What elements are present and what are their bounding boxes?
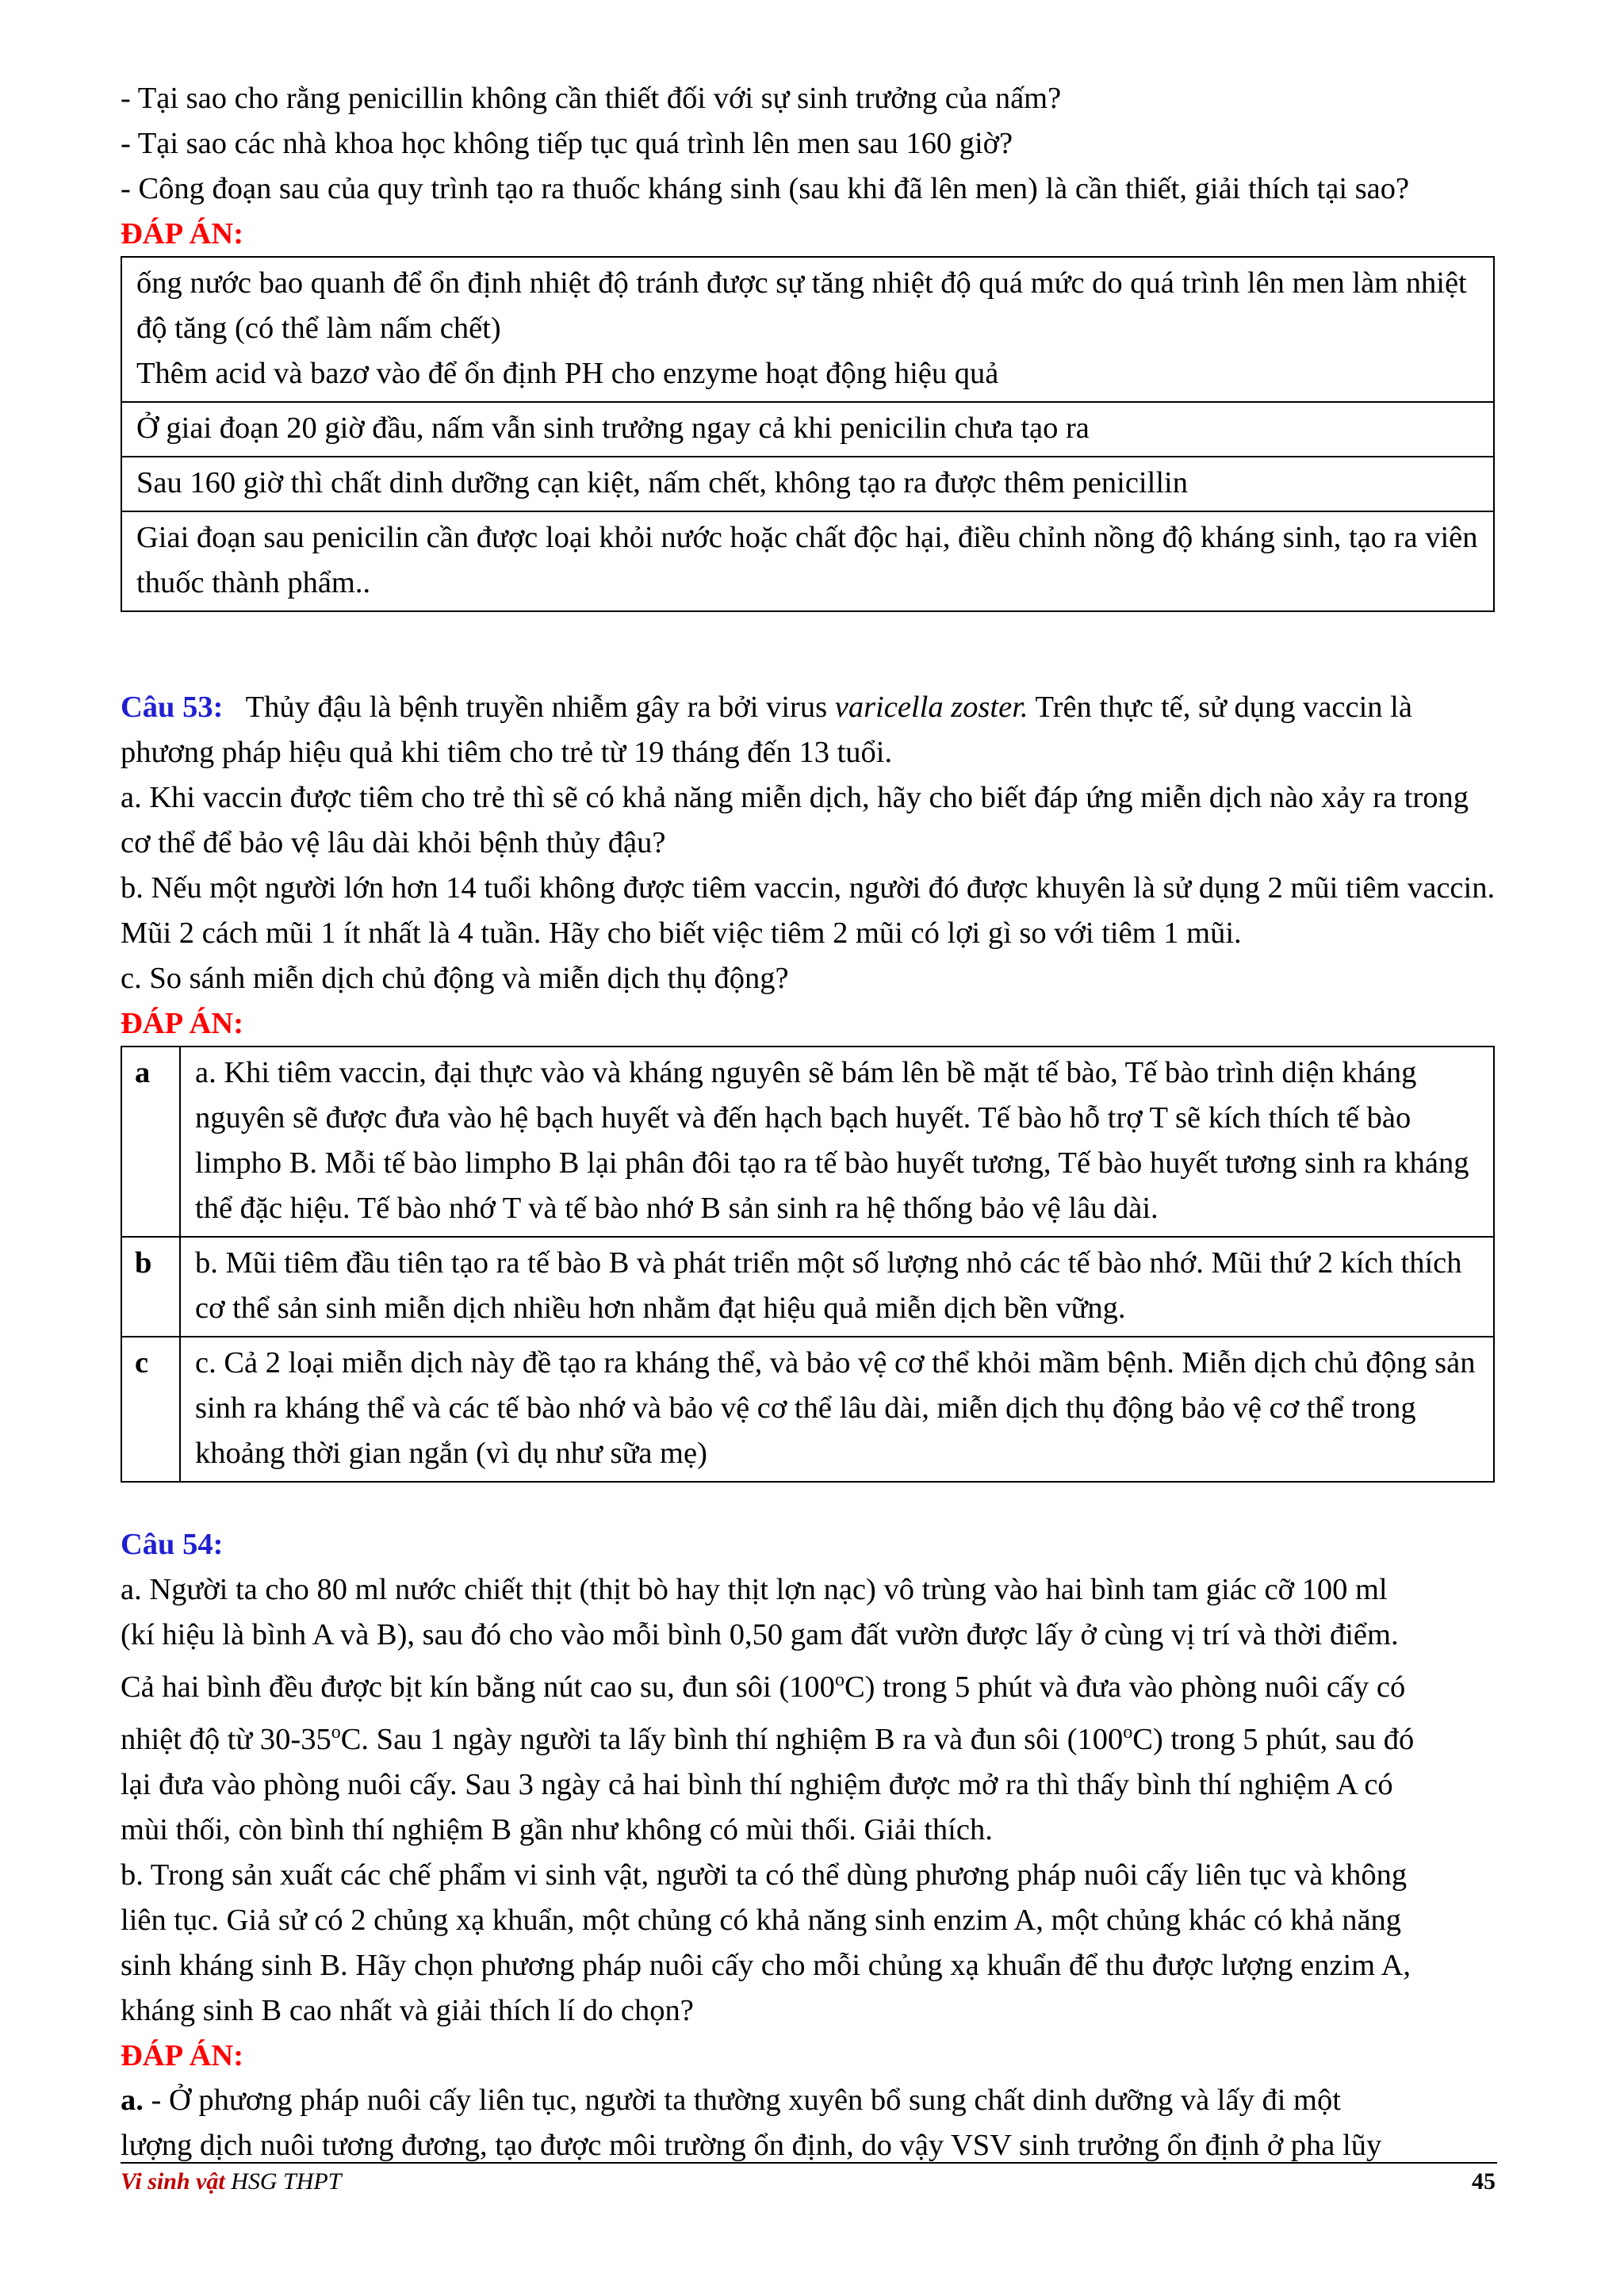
answer-heading-3: ĐÁP ÁN:: [121, 2038, 244, 2072]
question-54-a-line: nhiệt độ từ 30-35$^o$C. Sau 1 ngày người ta lấy bình thí nghiệm B ra và đun sôi (100$^o$C) trong 5 phút, sau đó: [121, 1721, 1415, 1756]
table-row: [121, 1337, 1494, 1482]
table-row: [121, 402, 1494, 457]
table-cell: c. Cả 2 loại miễn dịch này đề tạo ra kháng thể, và bảo vệ cơ thể khỏi mầm bệnh. Miễn dịch chủ động sản sinh ra kháng thể và các tế bào nhớ và bảo vệ cơ thể lâu dài, miễn dịch thụ động bảo vệ cơ thể trong khoảng thời gian ngắn (vì dụ như sữa mẹ): [180, 1337, 1494, 1482]
page-content: [121, 76, 1497, 2168]
table-row: [121, 257, 1494, 402]
table-cell: a. Khi tiêm vaccin, đại thực vào và kháng nguyên sẽ bám lên bề mặt tế bào, Tế bào trình diện kháng nguyên sẽ được đưa vào hệ bạch huyết và đến hạch bạch huyết. Tế bào hỗ trợ T sẽ kích thích tế bào limpho B. Mỗi tế bào limpho B lại phân đôi tạo ra tế bào huyết tương, Tế bào huyết tương sinh ra kháng thể đặc hiệu. Tế bào nhớ T và tế bào nhớ B sản sinh ra hệ thống bảo vệ lâu dài.: [180, 1047, 1494, 1237]
intro-line-1: - Tại sao cho rằng penicillin không cần thiết đối với sự sinh trưởng của nấm?: [121, 82, 1062, 115]
row-label: b: [121, 1237, 180, 1337]
answer-table-2: [121, 1046, 1495, 1483]
question-54-b-line: b. Trong sản xuất các chế phẩm vi sinh vật, người ta có thể dùng phương pháp nuôi cấy liên tục và không: [121, 1858, 1408, 1892]
table-cell: Ở giai đoạn 20 giờ đầu, nấm vẫn sinh trưởng ngay cả khi penicilin chưa tạo ra: [121, 402, 1494, 457]
table-row: [121, 457, 1494, 511]
table-cell: Sau 160 giờ thì chất dinh dưỡng cạn kiệt, nấm chết, không tạo ra được thêm penicillin: [121, 457, 1494, 511]
table-row: [121, 1237, 1494, 1337]
answer-heading-1: ĐÁP ÁN:: [121, 217, 244, 251]
footer-title: Vi sinh vật HSG THPT: [121, 2168, 342, 2195]
question-53-text-b: Trên thực tế, sử dụng vaccin là phương pháp hiệu quả khi tiêm cho trẻ từ 19 tháng đến 13 tuổi.: [121, 691, 1412, 769]
question-54-a-line: mùi thối, còn bình thí nghiệm B gần như không có mùi thối. Giải thích.: [121, 1812, 993, 1846]
question-53-text-a: Thủy đậu là bệnh truyền nhiễm gây ra bởi virus: [245, 691, 835, 724]
question-54-b-line: liên tục. Giả sử có 2 chủng xạ khuẩn, một chủng có khả năng sinh enzim A, một chủng khác có khả năng: [121, 1903, 1402, 1937]
question-53-part-a: a. Khi vaccin được tiêm cho trẻ thì sẽ có khả năng miễn dịch, hãy cho biết đáp ứng miễn dịch nào xảy ra trong cơ thể để bảo vệ lâu dài khỏi bệnh thủy đậu?: [121, 781, 1469, 859]
answer-54-line: lượng dịch nuôi tương đương, tạo được môi trường ổn định, do vậy VSV sinh trưởng ổn định ở pha lũy: [121, 2128, 1382, 2162]
question-54-a-line: Cả hai bình đều được bịt kín bằng nút cao su, đun sôi (100$^o$C) trong 5 phút và đưa vào phòng nuôi cấy có: [121, 1670, 1406, 1704]
table-row: [121, 511, 1494, 611]
table-cell: ống nước bao quanh để ổn định nhiệt độ tránh được sự tăng nhiệt độ quá mức do quá trình lên men làm nhiệt độ tăng (có thể làm nấm chết) Thêm acid và bazơ vào để ổn định PH cho enzyme hoạt động hiệu quả: [121, 257, 1494, 402]
answer-54-line: a. - Ở phương pháp nuôi cấy liên tục, người ta thường xuyên bổ sung chất dinh dưỡng và lấy đi một: [121, 2083, 1341, 2117]
question-54-a-line: a. Người ta cho 80 ml nước chiết thịt (thịt bò hay thịt lợn nạc) vô trùng vào hai bình tam giác cỡ 100 ml: [121, 1573, 1388, 1606]
intro-line-3: - Công đoạn sau của quy trình tạo ra thuốc kháng sinh (sau khi đã lên men) là cần thiết, giải thích tại sao?: [121, 172, 1410, 205]
answer-table-1: [121, 256, 1495, 612]
question-54-a-line: lại đưa vào phòng nuôi cấy. Sau 3 ngày cả hai bình thí nghiệm được mở ra thì thấy bình thí nghiệm A có: [121, 1767, 1393, 1801]
question-54-a-line: (kí hiệu là bình A và B), sau đó cho vào mỗi bình 0,50 gam đất vườn được lấy ở cùng vị trí và thời điểm.: [121, 1618, 1399, 1651]
question-53: [121, 685, 1497, 775]
table-row: [121, 1047, 1494, 1237]
question-54-b-line: sinh kháng sinh B. Hãy chọn phương pháp nuôi cấy cho mỗi chủng xạ khuẩn để thu được lượng enzim A,: [121, 1948, 1411, 1982]
row-label: c: [121, 1337, 180, 1482]
page-footer: [121, 2162, 1497, 2195]
intro-line-2: - Tại sao các nhà khoa học không tiếp tục quá trình lên men sau 160 giờ?: [121, 127, 1013, 160]
question-53-part-b: b. Nếu một người lớn hơn 14 tuổi không được tiêm vaccin, người đó được khuyên là sử dụng 2 mũi tiêm vaccin. Mũi 2 cách mũi 1 ít nhất là 4 tuần. Hãy cho biết việc tiêm 2 mũi có lợi gì so với tiêm 1 mũi.: [121, 871, 1496, 950]
question-53-part-c: c. So sánh miễn dịch chủ động và miễn dịch thụ động?: [121, 962, 789, 995]
question-54-label: Câu 54:: [121, 1528, 224, 1561]
question-53-virus-name: varicella zoster.: [834, 691, 1028, 724]
row-label: a: [121, 1047, 180, 1237]
question-53-label: Câu 53:: [121, 691, 224, 724]
table-cell: Giai đoạn sau penicilin cần được loại khỏi nước hoặc chất độc hại, điều chỉnh nồng độ kháng sinh, tạo ra viên thuốc thành phẩm..: [121, 511, 1494, 611]
question-54-b-line: kháng sinh B cao nhất và giải thích lí do chọn?: [121, 1993, 694, 2027]
page-number: 45: [1472, 2168, 1496, 2195]
answer-heading-2: ĐÁP ÁN:: [121, 1007, 244, 1040]
table-cell: b. Mũi tiêm đầu tiên tạo ra tế bào B và phát triển một số lượng nhỏ các tế bào nhớ. Mũi thứ 2 kích thích cơ thể sản sinh miễn dịch nhiều hơn nhằm đạt hiệu quả miễn dịch bền vững.: [180, 1237, 1494, 1337]
